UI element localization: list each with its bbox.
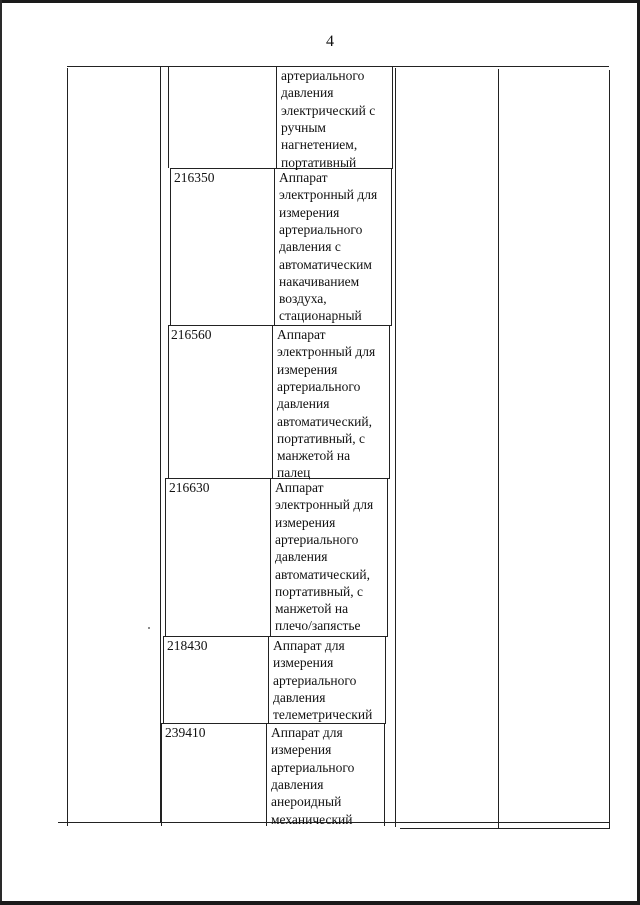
- description-cell-right-4: [385, 636, 386, 723]
- description-cell-right-0: [392, 66, 393, 168]
- device-description-line: артериального: [273, 672, 357, 688]
- device-description-line: измерения: [277, 361, 338, 377]
- device-description-line: автоматическим: [279, 256, 372, 272]
- code-cell-left-3: [163, 636, 164, 723]
- device-description-line: ручным: [281, 119, 326, 135]
- device-description-line: измерения: [271, 742, 332, 758]
- device-description-line: накачиванием: [279, 273, 360, 289]
- device-description-line: портативный: [281, 154, 357, 170]
- description-cell-right-2: [389, 325, 390, 478]
- device-description-line: измерения: [273, 655, 334, 671]
- code-cell-left-1: [168, 325, 169, 478]
- table-border-bottom-tail: [400, 828, 610, 829]
- description-cell-right-5: [384, 723, 385, 826]
- product-code: 216560: [171, 327, 212, 342]
- device-description-line: давления: [273, 689, 326, 705]
- page-number: 4: [326, 33, 334, 50]
- device-description-line: портативный, с: [277, 430, 366, 446]
- device-description-line: стационарный: [279, 308, 362, 324]
- description-cell-right-1: [391, 168, 392, 325]
- device-description-line: электрический с: [281, 102, 376, 118]
- description-cell-right-3: [387, 478, 388, 636]
- device-description-line: артериального: [275, 531, 359, 547]
- description-cell-left-5: [266, 723, 267, 826]
- table-border-left: [67, 68, 68, 826]
- device-description-line: измерения: [275, 514, 336, 530]
- product-code: 218430: [167, 638, 208, 653]
- device-description-line: электронный для: [277, 344, 376, 360]
- device-description-line: давления: [277, 396, 330, 412]
- description-cell-left-3: [270, 478, 271, 636]
- device-description-line: Аппарат для: [271, 725, 343, 740]
- device-description-line: измерения: [279, 204, 340, 220]
- device-description-line: автоматический,: [275, 566, 370, 582]
- description-cell-left-2: [272, 325, 273, 478]
- device-description-line: Аппарат: [275, 480, 324, 495]
- device-description-line: палец: [277, 465, 311, 481]
- device-description-line: плечо/запястье: [275, 618, 361, 634]
- device-description-line: артериального: [277, 378, 361, 394]
- device-description-line: артериального: [271, 759, 355, 775]
- device-description-line: давления: [275, 549, 328, 565]
- device-description-line: электронный для: [275, 497, 374, 513]
- scan-border-bottom: [0, 901, 640, 905]
- device-description-line: анероидный: [271, 794, 342, 810]
- code-cell-left-4: [161, 723, 162, 826]
- device-description-line: артериального: [281, 68, 365, 83]
- product-code: 216350: [174, 170, 215, 185]
- device-description-line: портативный, с: [275, 583, 364, 599]
- column-divider-1: [160, 66, 161, 823]
- column-divider-3: [395, 68, 396, 827]
- device-description-line: артериального: [279, 221, 363, 237]
- device-description-line: манжетой на: [277, 448, 351, 464]
- device-description-line: давления: [271, 776, 324, 792]
- product-code: 216630: [169, 480, 210, 495]
- code-cell-left-0: [170, 168, 171, 325]
- scan-speck: [148, 627, 150, 629]
- code-cell-left-2: [165, 478, 166, 636]
- device-description-line: манжетой на: [275, 601, 349, 617]
- scan-border-top: [0, 0, 640, 3]
- table-border-right: [609, 70, 610, 828]
- scan-border-left: [0, 0, 2, 905]
- column-divider-4: [498, 69, 499, 828]
- device-description-line: давления с: [279, 239, 341, 255]
- device-description-line: Аппарат: [277, 327, 326, 342]
- device-description-line: автоматический,: [277, 413, 372, 429]
- device-description-line: электронный для: [279, 187, 378, 203]
- device-description-line: Аппарат: [279, 170, 328, 185]
- description-cell-left-1: [274, 168, 275, 325]
- product-code: 239410: [165, 725, 206, 740]
- device-description-line: давления: [281, 85, 334, 101]
- description-cell-left-4: [268, 636, 269, 723]
- device-description-line: Аппарат для: [273, 638, 345, 653]
- device-description-line: воздуха,: [279, 291, 327, 307]
- code-column-left-edge: [168, 66, 169, 168]
- device-description-line: нагнетением,: [281, 137, 358, 153]
- device-description-line: телеметрический: [273, 707, 373, 723]
- description-cell-left-0: [276, 66, 277, 168]
- device-description-line: механический: [271, 811, 353, 827]
